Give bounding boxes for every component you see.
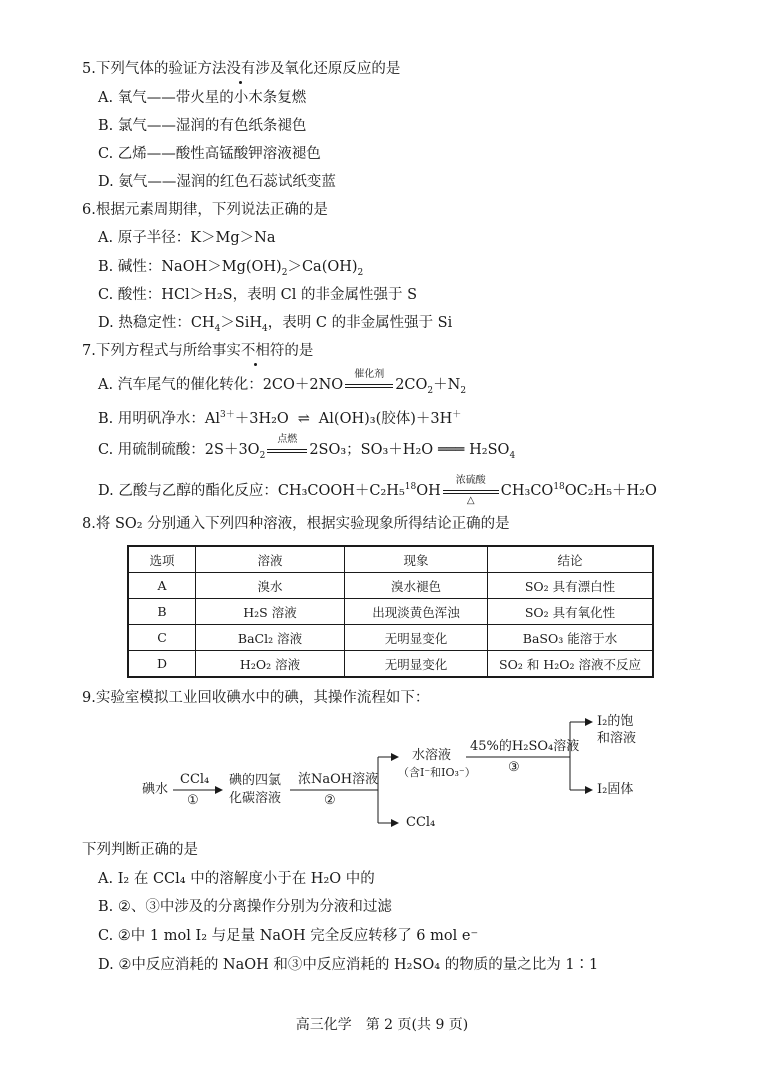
q7-option-d: D. 乙酸与乙醇的酯化反应：CH₃COOH＋C₂H₅$^{18}$OH 浓硫酸 △ $CH_3CO^{18}OC_2H_5+H_2O$ <box>98 474 657 506</box>
q5-option-a: A. 氧气——带火星的小木条复燃 <box>98 90 307 106</box>
q5-option-c: C. 乙烯——酸性高锰酸钾溶液褪色 <box>98 146 321 162</box>
q9-option-a: A. I₂ 在 CCl₄ 中的溶解度小于在 H₂O 中的 <box>98 871 375 887</box>
table-row: D H₂O₂ 溶液 无明显变化 SO₂ 和 H₂O₂ 溶液不反应 <box>128 651 653 678</box>
catalyst-arrow: 催化剂 <box>343 376 395 394</box>
q7-stem: 7.下列方程式与所给事实不相符的是 <box>82 343 314 359</box>
q8-stem: 8.将 SO₂ 分别通入下列四种溶液，根据实验现象所得结论正确的是 <box>82 516 510 532</box>
q6-option-c: C. 酸性：HCl＞H₂S，表明 Cl 的非金属性强于 S <box>98 287 418 303</box>
flow-reagent-2: 浓NaOH溶液 <box>298 772 379 787</box>
flow-aqueous-b: （含I⁻和IO₃⁻） <box>398 766 476 779</box>
q5-option-b: B. 氯气——湿润的有色纸条褪色 <box>98 118 307 134</box>
table-header: 选项 <box>128 546 196 573</box>
q7-option-c: C. 用硫制硫酸：$2S+3O_2$ 点燃 2SO₃；SO₃＋H₂O ═══ $H_2SO_4$ <box>98 434 516 461</box>
flow-out-1b: 和溶液 <box>597 731 637 746</box>
table-header: 现象 <box>345 546 488 573</box>
q6-option-a: A. 原子半径：K＞Mg＞Na <box>98 230 276 246</box>
table-header: 结论 <box>488 546 654 573</box>
flow-out-1a: I₂的饱 <box>597 714 634 729</box>
q9-option-b: B. ②、③中涉及的分离操作分别为分液和过滤 <box>98 899 392 915</box>
flow-step-3: ③ <box>508 760 520 775</box>
flow-reagent-1: CCl₄ <box>180 772 210 787</box>
q7-option-a: A. 汽车尾气的催化转化：2CO＋2NO 催化剂 $2CO_2+N_2$ <box>98 369 467 396</box>
q7-option-b: B. 用明矾净水：$Al^{3+}+3H_2O$ ⇌ Al(OH)₃(胶体)＋3H＋ <box>98 410 462 427</box>
flow-mid-1a: 碘的四氯 <box>229 773 282 788</box>
flow-ccl4-out: CCl₄ <box>406 815 436 830</box>
page-footer: 高三化学 第 2 页(共 9 页) <box>295 1017 469 1033</box>
q6-stem: 6.根据元素周期律，下列说法正确的是 <box>82 202 328 218</box>
flow-aqueous-a: 水溶液 <box>412 748 452 763</box>
flow-out-2: I₂固体 <box>597 782 634 797</box>
table-header: 溶液 <box>196 546 345 573</box>
table-row: A 溴水 溴水褪色 SO₂ 具有漂白性 <box>128 573 653 599</box>
flow-step-2: ② <box>324 793 336 808</box>
q9-judge: 下列判断正确的是 <box>82 842 198 858</box>
q9-option-c: C. ②中 1 mol I₂ 与足量 NaOH 完全反应转移了 6 mol e⁻ <box>98 928 479 944</box>
table-row: B H₂S 溶液 出现淡黄色浑浊 SO₂ 具有氧化性 <box>128 599 653 625</box>
ester-arrow: 浓硫酸 △ <box>441 482 501 500</box>
q5-stem: 5.下列气体的验证方法没有涉及氧化还原反应的是 <box>82 61 401 77</box>
flow-start: 碘水 <box>142 782 169 797</box>
table-row: C BaCl₂ 溶液 无明显变化 BaSO₃ 能溶于水 <box>128 625 653 651</box>
q9-option-d: D. ②中反应消耗的 NaOH 和③中反应消耗的 H₂SO₄ 的物质的量之比为 1∶1 <box>98 957 599 973</box>
flow-step-1: ① <box>187 793 199 808</box>
flow-reagent-3: 45%的H₂SO₄溶液 <box>470 739 580 754</box>
q6-option-b: B. 碱性：$NaOH>Mg(OH)_2>Ca(OH)_2$ <box>98 259 364 278</box>
q6-option-d: D. 热稳定性：$CH_4>SiH_4$，表明 C 的非金属性强于 Si <box>98 315 453 334</box>
flow-mid-1b: 化碳溶液 <box>229 791 282 806</box>
ignite-arrow: 点燃 <box>265 441 309 459</box>
q9-stem: 9.实验室模拟工业回收碘水中的碘，其操作流程如下： <box>82 690 430 706</box>
q5-option-d: D. 氨气——湿润的红色石蕊试纸变蓝 <box>98 174 336 190</box>
